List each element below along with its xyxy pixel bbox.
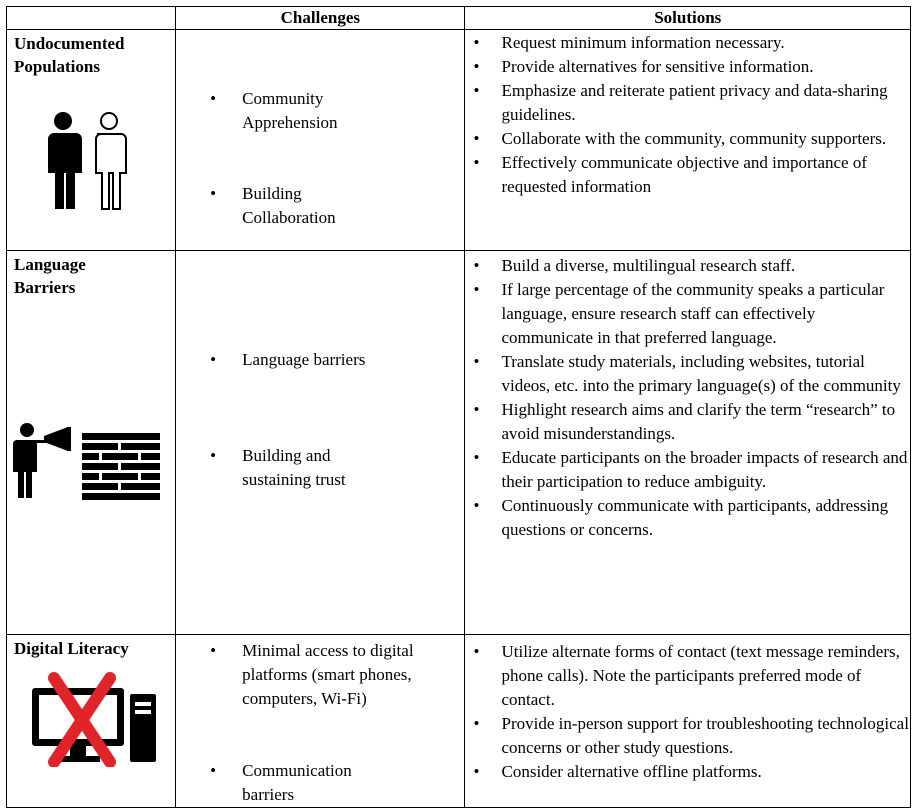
row-label-cell <box>7 251 176 635</box>
solution-item: • Consider alternative offline platforms. <box>473 762 762 781</box>
solutions-cell <box>465 30 911 251</box>
solution-item: • Collaborate with the community, community supporters. <box>473 129 887 148</box>
challenges-cell: • Language barriers • Building and sustaining trust <box>176 251 465 635</box>
row-undocumented-populations <box>7 30 911 251</box>
two-people-icon <box>39 110 135 210</box>
header-empty <box>7 7 176 30</box>
solution-item: • Provide alternatives for sensitive information. <box>473 57 814 76</box>
row-label-cell <box>7 30 176 251</box>
row-label: Language Barriers <box>14 255 86 297</box>
solution-item: • If large percentage of the community speaks a particular language, ensure research staff can effectively communicate in that preferred language. <box>473 280 885 347</box>
solution-item: • Utilize alternate forms of contact (text message reminders, phone calls). Note the participants preferred mode of contact. <box>473 642 900 709</box>
solution-item: • Translate study materials, including websites, tutorial videos, etc. into the primary language(s) of the community <box>473 352 901 395</box>
row-label-cell <box>7 635 176 808</box>
row-language-barriers <box>7 251 911 635</box>
solutions-cell <box>465 251 911 635</box>
header-solutions: Solutions <box>465 7 911 30</box>
solution-item: • Educate participants on the broader impacts of research and their participation to reduce ambiguity. <box>473 448 908 491</box>
header-challenges: Challenges <box>176 7 465 30</box>
solution-item: • Build a diverse, multilingual research staff. <box>473 256 796 275</box>
header-row <box>7 7 911 30</box>
row-label: Digital Literacy <box>14 639 129 658</box>
solution-item: • Continuously communicate with participants, addressing questions or concerns. <box>473 496 889 539</box>
solutions-cell <box>465 635 911 808</box>
solution-item: • Highlight research aims and clarify the term “research” to avoid misunderstandings. <box>473 400 896 443</box>
person-megaphone-wall-icon <box>10 421 165 501</box>
row-label: Undocumented Populations <box>14 34 125 76</box>
solution-item: • Emphasize and reiterate patient privacy and data-sharing guidelines. <box>473 81 888 124</box>
solution-item: • Request minimum information necessary. <box>473 33 785 52</box>
row-digital-literacy <box>7 635 911 808</box>
solution-item: • Effectively communicate objective and importance of requested information <box>473 153 867 196</box>
challenges-cell: • Community Apprehension • Building Collaboration <box>176 30 465 251</box>
computer-crossed-out-icon <box>30 672 160 767</box>
challenges-cell: • Minimal access to digital platforms (smart phones, computers, Wi-Fi) • Communication barriers <box>176 635 465 808</box>
challenges-solutions-table <box>6 6 911 808</box>
solution-item: • Provide in-person support for troubleshooting technological concerns or other study questions. <box>473 714 909 757</box>
